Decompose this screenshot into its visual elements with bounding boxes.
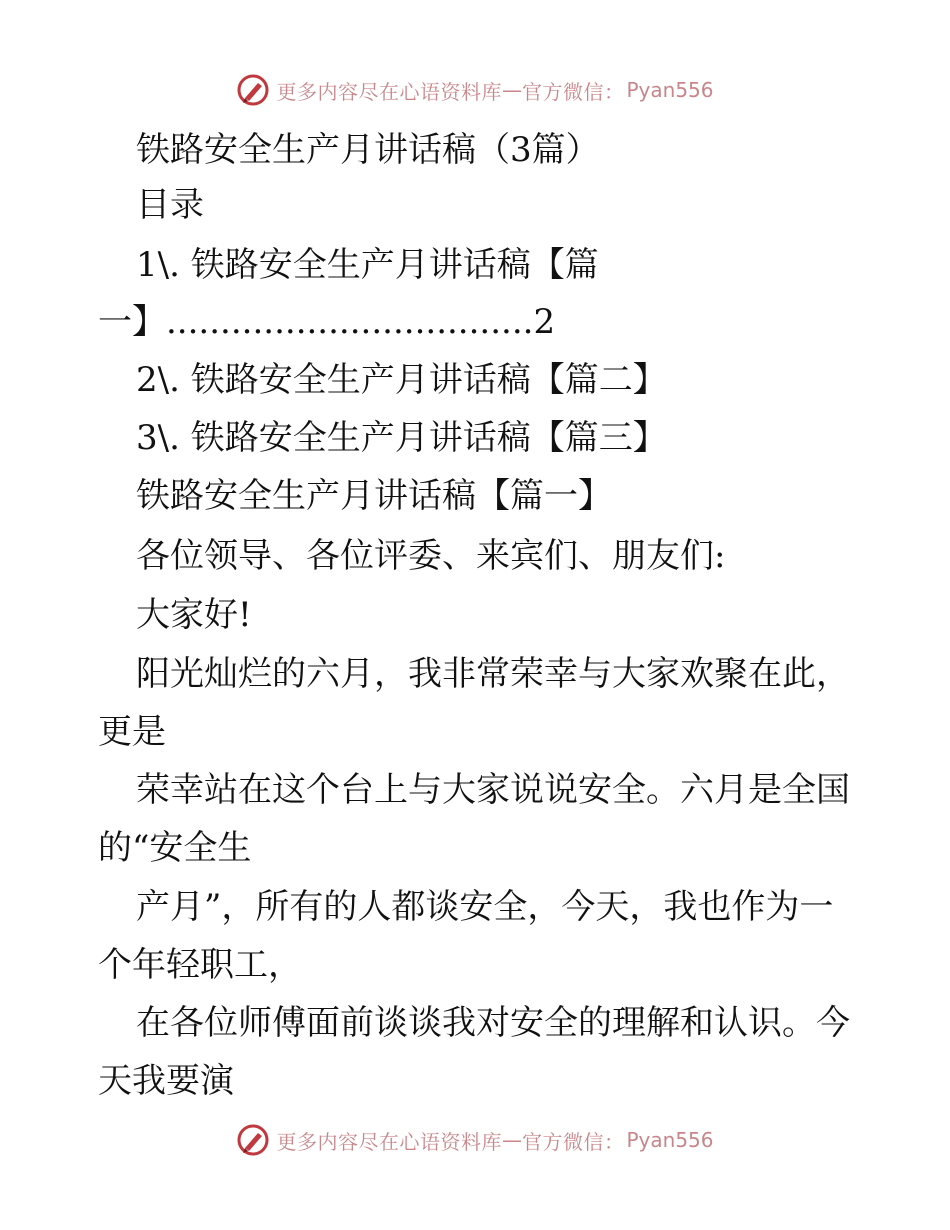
document-title: 铁路安全生产月讲话稿（3篇） [136,130,600,170]
toc-heading: 目录 [136,185,204,225]
pen-logo-icon [236,1123,270,1157]
banner-wechat-id: Pyan556 [626,1128,714,1152]
hello-line: 大家好! [136,595,252,635]
body-line: 在各位师傅面前谈谈我对安全的理解和认识。今 [136,1003,850,1043]
pen-logo-icon [236,73,270,107]
body-line: 产月”，所有的人都谈安全，今天，我也作为一 [136,887,834,927]
toc-item-2[interactable]: 2\. 铁路安全生产月讲话稿【篇二】 [136,360,667,400]
toc-item-1[interactable]: 1\. 铁路安全生产月讲话稿【篇 [136,245,599,285]
body-line: 的“安全生 [98,828,252,868]
section-title: 铁路安全生产月讲话稿【篇一】 [136,476,612,516]
header-banner [0,70,950,110]
body-line: 荣幸站在这个台上与大家说说安全。六月是全国 [136,770,850,810]
banner-separator: — [501,1128,522,1152]
banner-wechat-label: 官方微信： [521,1129,625,1154]
banner-wechat-label: 官方微信： [521,79,625,104]
toc-item-1-continuation[interactable]: 一】..................................2 [98,302,556,342]
banner-text: 更多内容尽在心语资料库 [276,79,502,104]
body-line: 个年轻职工， [98,945,302,985]
banner-wechat-id: Pyan556 [626,78,714,102]
banner-text: 更多内容尽在心语资料库 [276,1129,502,1154]
banner-separator: — [501,78,522,102]
body-line: 更是 [98,712,166,752]
footer-banner [0,1120,950,1160]
greeting: 各位领导、各位评委、来宾们、朋友们: [136,536,726,576]
toc-item-3[interactable]: 3\. 铁路安全生产月讲话稿【篇三】 [136,418,667,458]
body-line: 天我要演 [98,1061,234,1101]
body-line: 阳光灿烂的六月，我非常荣幸与大家欢聚在此， [136,654,850,694]
